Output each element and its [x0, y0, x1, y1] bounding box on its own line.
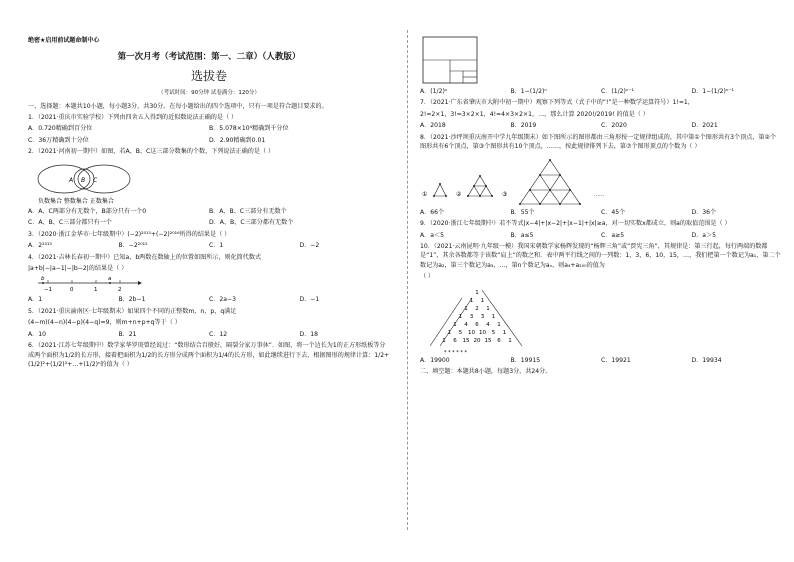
pascal-cell: 1 — [497, 321, 501, 328]
pascal-cell: 1 — [447, 329, 452, 336]
q1-options-row1 — [28, 124, 390, 133]
q1-option-a: A．0.720精确到百分位 — [28, 125, 93, 133]
pascal-cell: 15 — [462, 337, 470, 344]
venn-letter-b: B — [81, 176, 86, 184]
q4-option-a: A．1 — [28, 296, 43, 304]
pascal-cell: 6 — [497, 337, 501, 344]
q3-option-a: A．2²⁰¹⁵ — [28, 242, 52, 250]
triangle-pattern-figure — [422, 154, 622, 208]
q3-option-d: D．−2 — [299, 242, 320, 250]
question-4: 4．（2021·吉林长春初一期中）已知a，b两数在数轴上的位置如图所示，则化简代数式 — [28, 253, 262, 261]
q6-option-a: A．(1/2)ⁿ — [420, 88, 448, 95]
q3-options — [28, 241, 390, 250]
number-line — [34, 275, 144, 295]
left-column — [28, 36, 390, 371]
q9-options — [420, 231, 782, 240]
pascal-cell: 1 — [442, 337, 446, 344]
exam-info: （考试时间：90分钟 试卷满分：120分） — [158, 90, 260, 97]
pascal-cell: 1 — [458, 313, 463, 320]
question-10-paren: （ ） — [420, 273, 435, 281]
q8-option-c: C．45个 — [601, 208, 626, 216]
q2-option-d: D．A、B、C三部分都有无数个 — [209, 219, 294, 227]
q3-option-b: B．−2²⁰¹⁵ — [118, 242, 148, 250]
q5-options — [28, 330, 390, 339]
exam-title: 第一次月考（考试范围：第一、二章）（人教版） — [117, 52, 301, 63]
point-b-label: b — [41, 276, 45, 283]
pascal-cell: 1 — [469, 297, 474, 304]
q1-option-b: B．5.078×10⁴精确到千分位 — [209, 125, 289, 133]
q4-option-d: D．−1 — [299, 296, 320, 304]
question-1: 1．（2021·重庆市实验学校）下列由四舍五入得到的近似数说法正确的是（ ） — [28, 114, 238, 122]
venn-diagram — [34, 159, 174, 207]
pascal-cell: 10 — [479, 329, 486, 336]
question-10: 10．（2021·云南昆明·九年级一模）我国宋朝数学家杨辉发现的“杨辉三角”或“贾宪三角”，其规律是：第三行起，每行两端的数都是“1”，其余各数都等于该数“肩上”的数之和．表中两平行线之间的一列数：1，3，6，10，15，…，我们把第一个数记为a₁，第二个数记为a₂，第三个数记为a₃，…，第n个数记为aₙ，则a₄+a₂₀₀的值为 — [420, 242, 781, 269]
q6-option-b: B．1−(1/2)ⁿ — [510, 88, 547, 95]
q8-option-b: B．55个 — [510, 208, 535, 216]
q8-option-d: D．36个 — [691, 208, 717, 216]
venn-caption: 负数集合 整数集合 正数集合 — [38, 197, 114, 205]
pascal-cell: 10 — [468, 329, 475, 336]
tick-minus-1: −1 — [44, 287, 53, 294]
q7-options — [420, 121, 782, 130]
pascal-cell: 1 — [480, 297, 485, 304]
pascal-cell: 1 — [491, 313, 496, 320]
pascal-cell: 15 — [484, 337, 492, 344]
q3-option-c: C．1 — [209, 242, 224, 250]
pascal-cell: 5 — [458, 329, 463, 336]
q1-option-c: C．36万精确到十分位 — [28, 136, 89, 144]
question-5-equation: (4−m)(4−n)(4−p)(4−q)=9，则m+n+p+q等于（ ） — [28, 319, 181, 327]
q4-options — [28, 295, 390, 304]
q5-option-d: D．18 — [299, 330, 319, 338]
q7-option-c: C．2020 — [601, 122, 627, 130]
pascal-cell: 1 — [508, 337, 512, 344]
q8-options — [420, 208, 782, 217]
q7-option-b: B．2019 — [510, 122, 537, 130]
pascal-cell: 4 — [464, 321, 468, 328]
tick-0: 0 — [70, 287, 74, 294]
question-8: 8．（2021·沙坪坝重庆南开中学九年级期末）如下图所示的图形都由三角形按一定规律组成的，其中第①个图形共有3个顶点，第②个图形共有6个顶点，第③个图形共有10个顶点，……，按此规律排列下去，第⑦个图形顶点的个数为（ ） — [420, 133, 777, 151]
question-7-continued: 2!=2×1，3!=3×2×1，4!=4×3×2×1，…，那么计算 2020!/2019! 的值是（ ） — [420, 110, 649, 118]
question-3: 3．（2020·浙江金华市·七年级期中）(−2)²⁰¹⁵+(−2)²⁰¹⁶所得的结果是（ ） — [28, 230, 231, 238]
secret-label: 绝密★启用前试题命制中心 — [28, 37, 100, 44]
pascal-cell: 3 — [469, 313, 474, 320]
pascal-cell: 1 — [486, 305, 490, 312]
q2-option-a: A．A、C两部分有无数个，B部分只有一个0 — [28, 207, 147, 215]
pascal-cell: 5 — [491, 329, 496, 336]
point-a-label: a — [108, 276, 112, 283]
q2-options-row2 — [28, 218, 390, 227]
q2-options-row1 — [28, 207, 390, 216]
q2-option-c: C．A、B、C三部分都只有一个 — [28, 219, 112, 227]
figure-1-mark: ① — [422, 190, 428, 198]
q2-option-b: B．A、B、C三部分有无数个 — [209, 207, 287, 215]
pascal-cell: 1 — [502, 329, 507, 336]
venn-letter-c: C — [93, 176, 98, 184]
q7-option-a: A．2018 — [420, 122, 446, 130]
q10-option-c: C．19921 — [601, 356, 631, 364]
pascal-cell: 6 — [475, 321, 479, 328]
pascal-cell: 3 — [480, 313, 485, 320]
question-5: 5．（2021·重庆渝南区·七年级期末）如果四个不同的正整数m，n，p，q满足 — [28, 307, 237, 315]
pascal-cell: 1 — [475, 289, 479, 296]
q10-options — [420, 356, 782, 365]
pascal-cell: 6 — [453, 337, 457, 344]
q5-option-b: B．21 — [118, 330, 137, 338]
q1-options-row2 — [28, 136, 390, 145]
q4-option-b: B．2b−1 — [118, 296, 146, 304]
section-2-heading: 二、填空题：本题共8小题，每题3分，共24分。 — [420, 368, 552, 376]
q1-option-d: D．2.90精确到0.01 — [209, 136, 266, 144]
square-division-figure — [422, 36, 478, 84]
figure-2-mark: ② — [456, 190, 462, 198]
exam-subtitle: 选拔卷 — [190, 69, 227, 84]
column-divider — [407, 30, 408, 530]
section-1-heading: 一、选择题：本题共10小题，每小题3分，共30分。在每小题给出的四个选项中，只有一项是符合题目要求的。 — [28, 102, 328, 110]
q4-option-c: C．2a−3 — [209, 296, 236, 304]
pascal-cell: 2 — [475, 305, 479, 312]
pascal-cell: 4 — [486, 321, 490, 328]
question-2: 2．（2021·河南初一期中）如图，若A、B、C这三部分数集的个数，下列说法正确的是（ ） — [28, 148, 275, 156]
pascal-cell: 1 — [464, 305, 468, 312]
q9-option-b: B．a≤5 — [510, 231, 534, 239]
q9-option-d: D．a＞5 — [691, 231, 716, 239]
q10-option-b: B．19915 — [510, 356, 541, 364]
pascal-cell: 1 — [453, 321, 457, 328]
q8-option-a: A．66个 — [420, 208, 445, 216]
pascal-dots: * * * * * * — [444, 349, 467, 356]
right-column — [420, 36, 782, 379]
question-6: 6．（2021·江苏七年级期中）数学家华罗庚曾经说过：“数形结合百般好，隔裂分家万事休”．如图，将一个边长为1的正方形纸板等分成两个面积为1/2的长方形，接着把面积为1/2的长方形分成两个面积为1/4的长方形，如此继续进行下去，根据图形的规律计算：1/2+(1/2)²+(1/2)³+…+(1/2)ⁿ的值为（ ） — [28, 342, 390, 369]
q10-option-d: D．19934 — [691, 356, 722, 364]
pascal-cell: 20 — [473, 337, 481, 344]
question-4-expression: |a+b|−|a−1|−|b−2|的结果是（ ） — [28, 264, 128, 272]
q6-option-c: C．(1/2)ⁿ⁻¹ — [601, 88, 634, 95]
q9-option-a: A．a＜5 — [420, 231, 444, 239]
pascal-triangle-figure — [422, 284, 542, 356]
q5-option-a: A．10 — [28, 330, 47, 338]
question-7: 7．（2021·广东省肇庆市大附中初一期中）观察下列等式（式子中的“!”是一种数学运算符号）1!=1， — [420, 99, 694, 107]
figure-ellipsis: …… — [594, 191, 604, 198]
tick-1: 1 — [94, 287, 98, 294]
figure-3-mark: ③ — [502, 190, 508, 198]
tick-2: 2 — [118, 287, 122, 294]
venn-letter-a: A — [69, 176, 74, 184]
q10-option-a: A．19900 — [420, 356, 450, 364]
q7-option-d: D．2021 — [691, 122, 718, 130]
q5-option-c: C．12 — [209, 330, 228, 338]
q6-options — [420, 87, 782, 96]
question-9: 9．（2020·浙江七年级期中）若不等式|x−4|+|x−2|+|x−1|+|x|≥a，对一切实数x都成立，则a的取值范围是（ ） — [420, 220, 731, 228]
q9-option-c: C．a≥5 — [601, 231, 625, 239]
q6-option-d: D．1−(1/2)ⁿ⁻¹ — [691, 88, 734, 95]
